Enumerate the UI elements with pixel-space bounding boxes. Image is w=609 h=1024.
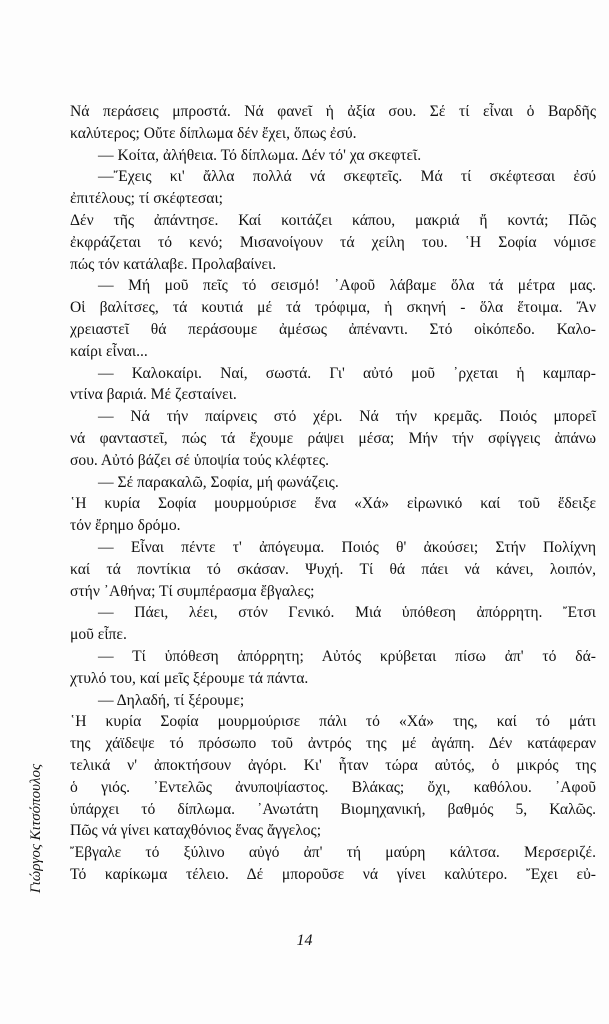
- text-line: ὁ γιός. ᾽Εντελῶς ἀνυποψίαστος. Βλάκας; ὄχι, καθόλου. ᾽Αφοῦ: [70, 778, 596, 796]
- page-number: 14: [296, 932, 313, 949]
- text-line: ῾Η κυρία Σοφία μουρμούρισε πάλι τό «Χά» της, καί τό μάτι: [70, 713, 596, 731]
- text-line: ῾Η κυρία Σοφία μουρμούρισε ἕνα «Χά» εἰρωνικό καί τοῦ ἔδειξε: [70, 495, 596, 513]
- text-line: — Τί ὑπόθεση ἀπόρρητη; Αὐτός κρύβεται πίσω ἀπ' τό δά-: [98, 647, 596, 665]
- text-line: — Καλοκαίρι. Ναί, σωστά. Γι' αὐτό μοῦ ᾽ρχεται ἡ καμπαρ-: [98, 364, 596, 382]
- text-line: ἐπιτέλους; τί σκέφτεσαι;: [70, 190, 224, 208]
- text-line: Τό καρίκωμα τέλειο. Δέ μποροῦσε νά γίνει καλύτερο. Ἔχει εὐ-: [70, 865, 596, 883]
- text-line: — Κοίτα, ἀλήθεια. Τό δίπλωμα. Δέν τό' χα σκεφτεῖ.: [98, 146, 422, 164]
- text-line: χρειαστεῖ θά περάσουμε ἀμέσως ἀπέναντι. Στό οἰκόπεδο. Καλο-: [70, 320, 596, 338]
- text-line: στήν ᾽Αθήνα; Τί συμπέρασμα ἔβγαλες;: [70, 582, 315, 600]
- text-line: Δέν τῆς ἀπάντησε. Καί κοιτάζει κάπου, μακριά ἤ κοντά; Πῶς: [70, 211, 596, 229]
- text-line: ντίνα βαριά. Μέ ζεσταίνει.: [70, 386, 237, 404]
- text-line: — Νά τήν παίρνεις στό χέρι. Νά τήν κρεμᾶς. Ποιός μπορεῖ: [98, 408, 596, 426]
- text-line: — Μή μοῦ πεῖς τό σεισμό! ᾽Αφοῦ λάβαμε ὅλα τά μέτρα μας.: [98, 277, 596, 295]
- author-name: Γιώργος Κιτσόπουλος: [28, 763, 45, 893]
- text-line: καλύτερος; Οὔτε δίπλωμα δέν ἔχει, ὅπως ἐσύ.: [70, 124, 357, 142]
- text-line: τόν ἔρημο δρόμο.: [70, 517, 181, 535]
- text-line: πώς τόν κατάλαβε. Προλαβαίνει.: [70, 255, 277, 273]
- text-line: ἐκφράζεται τό κενό; Μισανοίγουν τά χείλη του. ῾Η Σοφία νόμισε: [70, 233, 596, 251]
- text-line: — Εἶναι πέντε τ' ἀπόγευμα. Ποιός θ' ἀκούσει; Στήν Πολίχνη: [98, 538, 596, 556]
- text-line: —Ἔχεις κι' ἄλλα πολλά νά σκεφτεῖς. Μά τί σκέφτεσαι ἐσύ: [98, 168, 596, 186]
- text-line: Πῶς νά γίνει καταχθόνιος ἕνας ἄγγελος;: [70, 822, 322, 840]
- text-line: ὑπάρχει τό δίπλωμα. ᾽Ανωτάτη Βιομηχανική, βαθμός 5, Καλῶς.: [70, 800, 596, 818]
- text-line: νά φανταστεῖ, πώς τά ἔχουμε ράψει μέσα; Μήν τήν σφίγγεις ἀπάνω: [70, 429, 596, 447]
- text-line: της χάϊδεψε τό πρόσωπο τοῦ ἀντρός της μέ ἀγάπη. Δέν κατάφεραν: [70, 735, 596, 753]
- text-line: Ἔβγαλε τό ξύλινο αὐγό ἀπ' τή μαύρη κάλτσα. Μερσεριζέ.: [70, 844, 596, 862]
- text-line: — Σέ παρακαλῶ, Σοφία, μή φωνάζεις.: [98, 473, 339, 491]
- text-line: σου. Αὐτό βάζει σέ ὑποψία τούς κλέφτες.: [70, 451, 329, 469]
- text-line: μοῦ εἶπε.: [70, 626, 127, 644]
- text-line: Νά περάσεις μπροστά. Νά φανεῖ ἡ ἀξία σου. Σέ τί εἶναι ὁ Βαρδῆς: [70, 103, 596, 120]
- text-line: Οἱ βαλίτσες, τά κουτιά μέ τά τρόφιμα, ἡ σκηνή - ὅλα ἕτοιμα. Ἄν: [70, 299, 596, 317]
- body-text: [70, 101, 596, 886]
- text-line: τελικά ν' ἀποκτήσουν ἀγόρι. Κι' ἦταν τώρα αὐτός, ὁ μικρός της: [70, 756, 596, 774]
- text-line: χτυλό του, καί μεῖς ξέρουμε τά πάντα.: [70, 669, 309, 687]
- text-line: — Δηλαδή, τί ξέρουμε;: [98, 691, 245, 709]
- text-line: καίρι εἶναι...: [70, 342, 148, 360]
- text-line: καί τά ποντίκια τό σκάσαν. Ψυχή. Τί θά πάει νά κάνει, λοιπόν,: [70, 560, 596, 578]
- running-head: [22, 748, 52, 908]
- text-line: — Πάει, λέει, στόν Γενικό. Μιά ὑπόθεση ἀπόρρητη. Ἔτσι: [98, 604, 596, 622]
